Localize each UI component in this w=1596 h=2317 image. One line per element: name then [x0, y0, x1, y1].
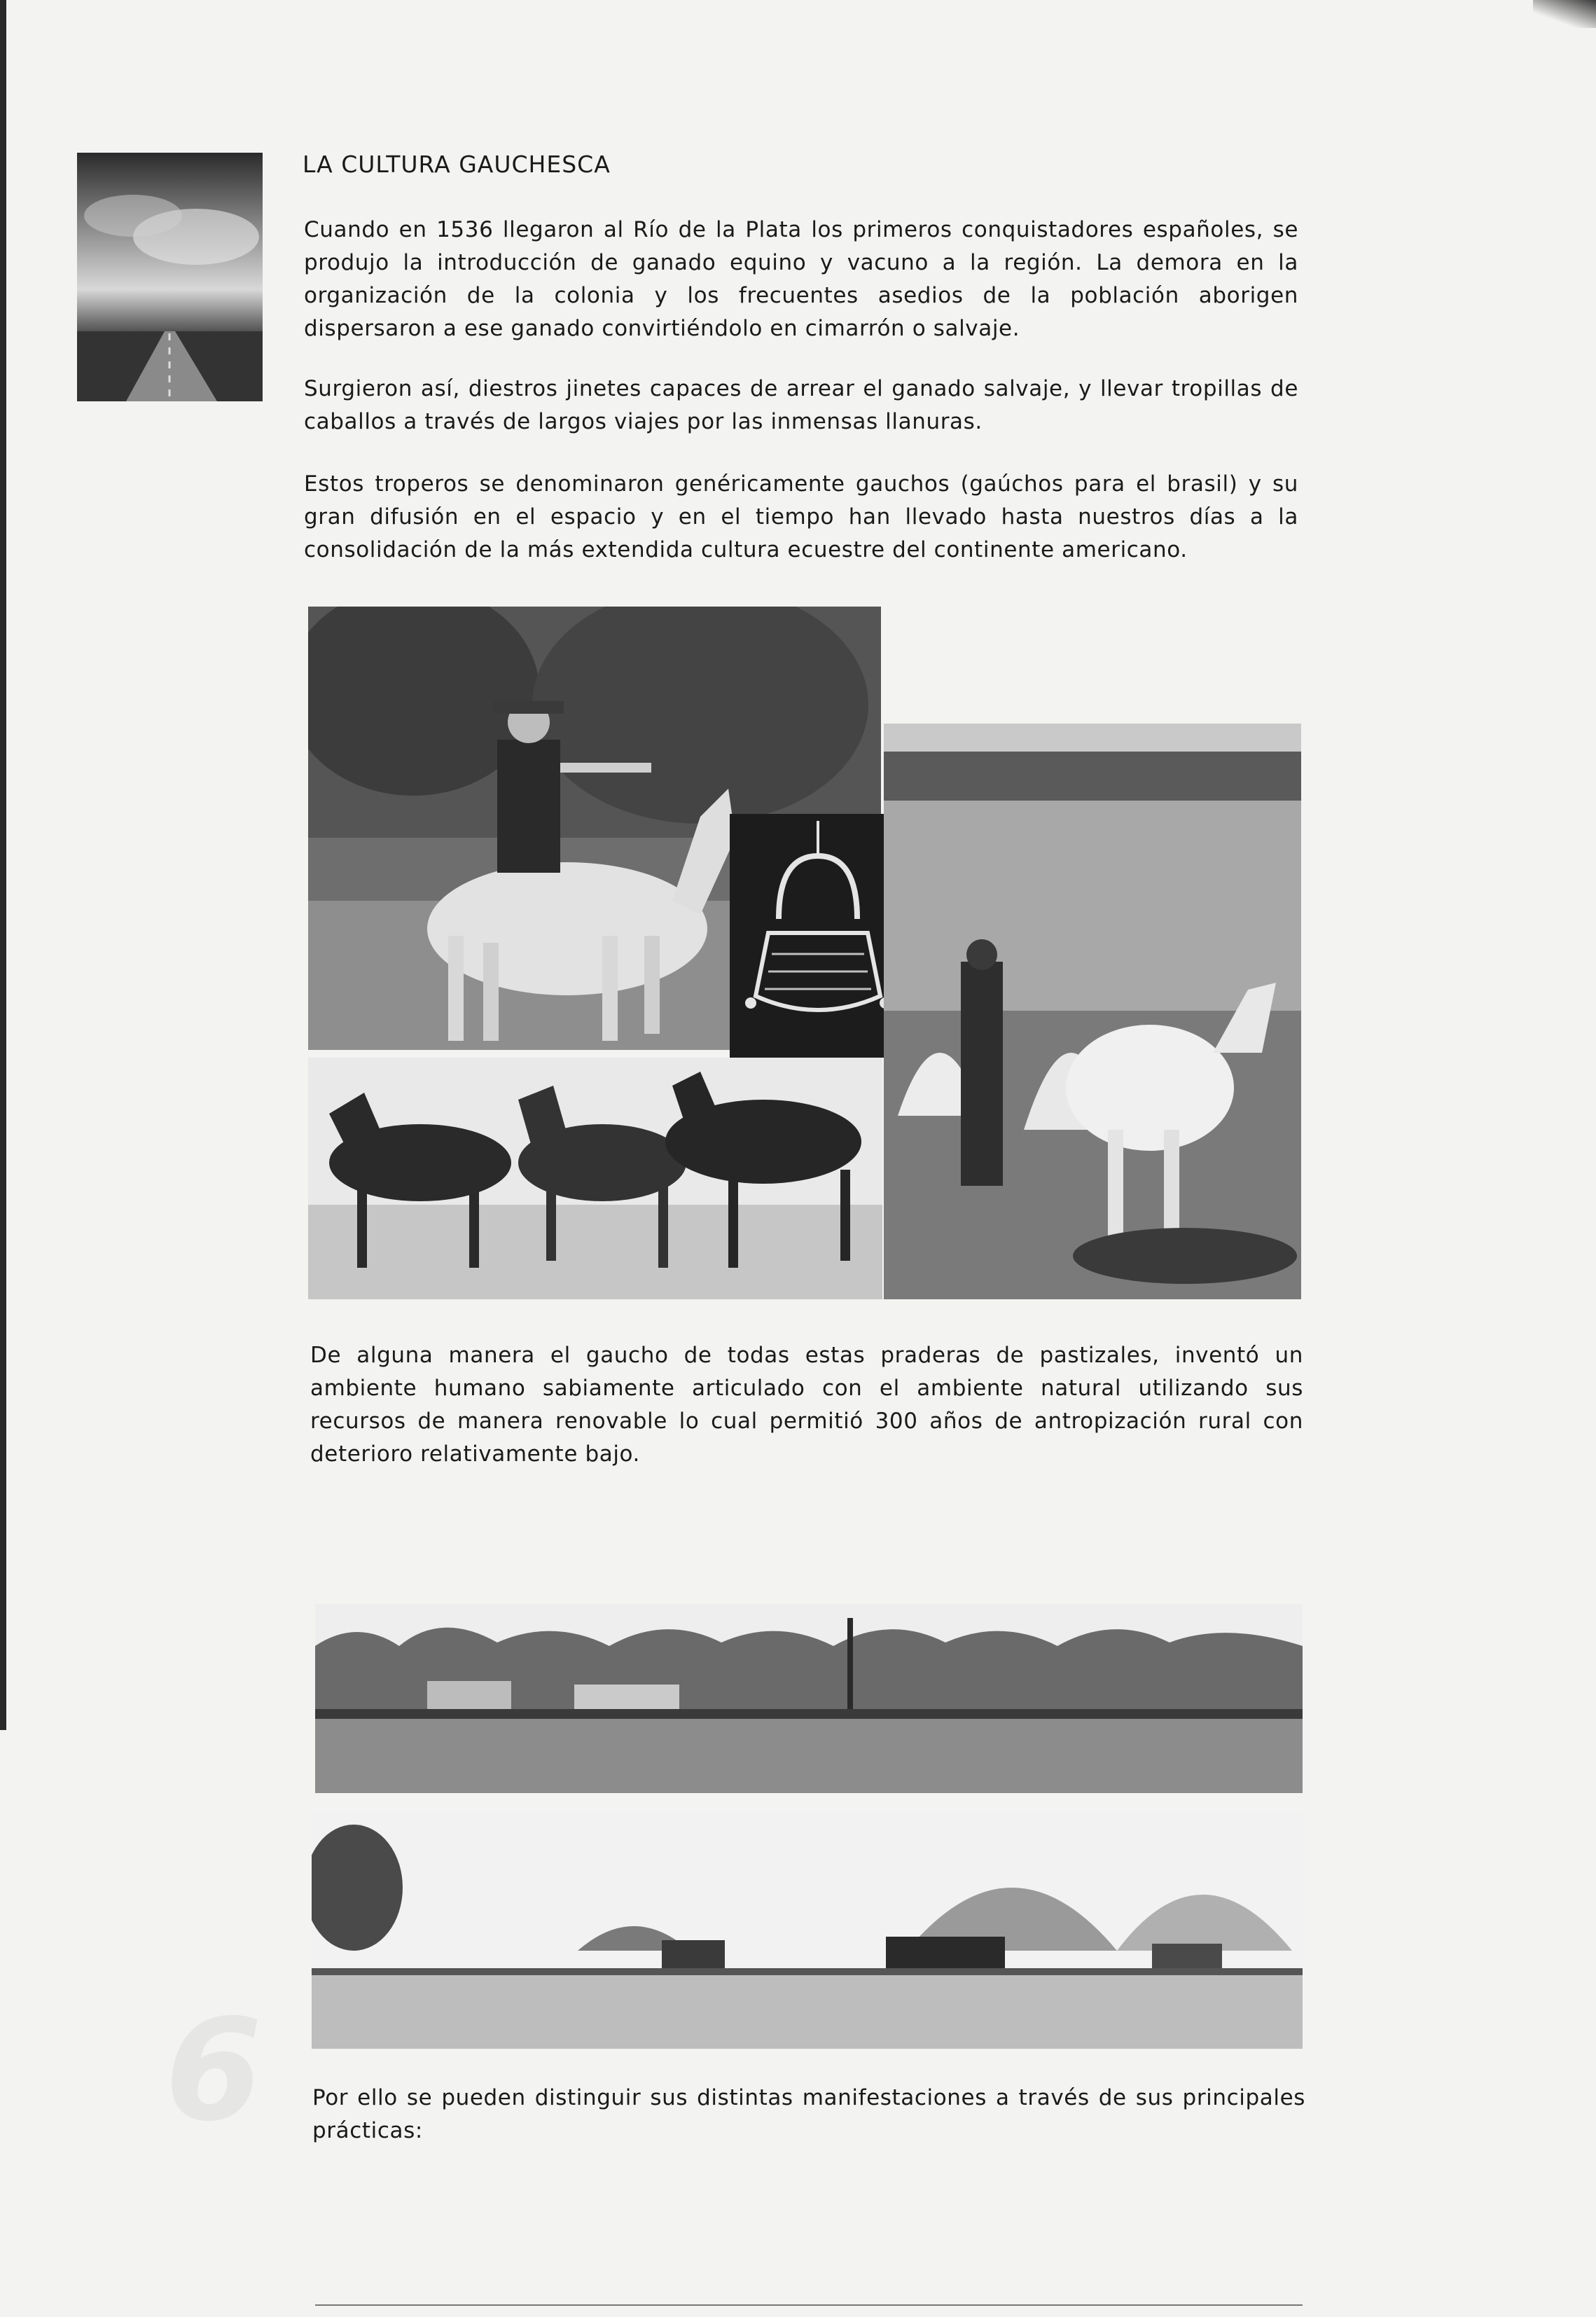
footer-rule: [315, 2304, 1303, 2306]
paragraph-intro: Cuando en 1536 llegaron al Río de la Plata los primeros conquistadores españoles, se produjo la introducción de ganado equino y vacuno a la región. La demora en la organización de la colonia y los frecuentes asedios de la población aborigen dispersaron a ese ganado convirtiéndolo en cimarrón o salvaje.: [304, 217, 1298, 341]
paragraph-jinetes: Surgieron así, diestros jinetes capaces de arrear el ganado salvaje, y llevar tropillas de caballos a través de largos viajes por las inmensas llanuras.: [304, 376, 1298, 434]
corner-shadow: [1533, 0, 1596, 28]
running-horses-photo: [308, 1058, 882, 1299]
page-number-text: 6: [165, 2003, 263, 2136]
paragraph-ambiente: De alguna manera el gaucho de todas estas praderas de pastizales, inventó un ambiente humano sabiamente articulado con el ambiente natural utilizando sus recursos de manera renovable lo cual permitió 300 años de antropización rural con deterioro relativamente bajo.: [310, 1343, 1303, 1467]
farm-panorama-photo: [315, 1604, 1303, 1793]
page-edge-shadow: [0, 0, 6, 1730]
section-title: LA CULTURA GAUCHESCA: [303, 151, 611, 178]
road-photo: [77, 153, 263, 401]
gaucho-dancers-photo: [884, 724, 1301, 1299]
page-number: [151, 2003, 277, 2136]
paragraph-troperos: Estos troperos se denominaron genéricamente gauchos (gaúchos para el brasil) y su gran difusión en el espacio y en el tiempo han llevado hasta nuestros días a la consolidación de la más extendida cultura ecuestre del continente americano.: [304, 471, 1298, 562]
field-panorama-photo: [312, 1811, 1303, 2049]
stirrup-photo: [730, 814, 906, 1058]
paragraph-practicas: Por ello se pueden distinguir sus distintas manifestaciones a través de sus principales prácticas:: [312, 2085, 1305, 2143]
